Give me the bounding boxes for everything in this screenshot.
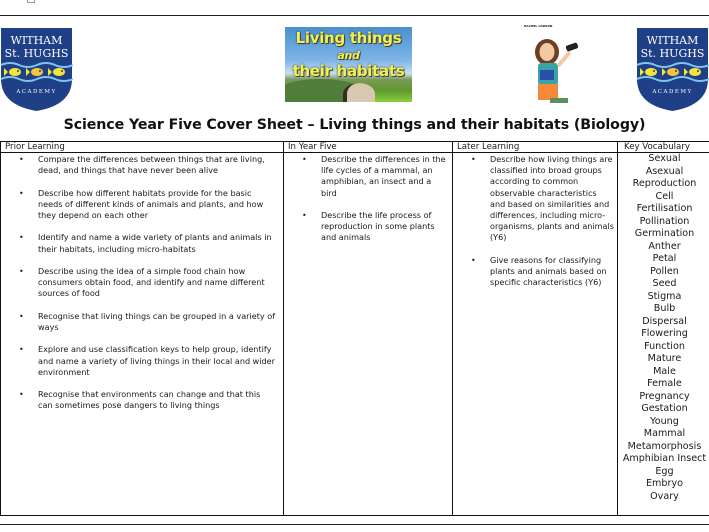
vocab-item: Fertilisation — [636, 203, 693, 214]
vocab-item: Flowering — [641, 328, 688, 339]
vocab-item: Function — [644, 340, 685, 352]
vocab-item: Seed — [652, 278, 677, 289]
logo-line2: St. HUGHS — [4, 47, 69, 60]
vocab-item: Cell — [655, 190, 674, 202]
key-vocabulary-list — [618, 153, 709, 503]
logo-line3: ACADEMY — [652, 89, 693, 95]
vocab-item: Sexual — [648, 153, 681, 164]
school-logo-right — [636, 27, 709, 111]
vocab-item: Pollen — [650, 265, 679, 277]
vocab-item: Amphibian Insect — [622, 453, 707, 464]
prior-learning-cell — [1, 153, 284, 516]
vocab-item: Mature — [647, 353, 682, 364]
logo-line1: WITHAM — [10, 34, 63, 47]
list-item: • Describe the life process of reproduction in some plants and animals — [321, 210, 449, 244]
page-corner-mark — [27, 0, 35, 3]
fish-icon — [640, 68, 701, 76]
vocab-item: Egg — [655, 465, 674, 477]
in-year-five-list — [284, 154, 452, 244]
vocab-item: Anther — [648, 240, 681, 252]
list-item: • Describe how living things are classified into broad groups according to common observable characteristics and based on similarities and differences, including micro-organisms, plants and animals (Y6) — [490, 154, 614, 244]
prior-learning-list — [1, 154, 283, 412]
header-prior-learning: Prior Learning — [1, 142, 284, 153]
vocab-item: Gestation — [641, 403, 688, 414]
fish-icon — [4, 68, 65, 76]
scientist-caption: RACHEL CARSON — [524, 24, 553, 28]
vocab-item: Mammal — [643, 428, 686, 439]
header-in-year-five: In Year Five — [284, 142, 453, 153]
school-logo-left — [0, 27, 73, 111]
vocab-item: Petal — [652, 253, 677, 264]
list-item: • Describe using the idea of a simple food chain how consumers obtain food, and identify and name different sources of food — [38, 266, 277, 300]
dog-illustration — [343, 83, 375, 102]
vocab-item: Young — [650, 415, 679, 427]
banner-line2: and — [337, 49, 360, 62]
topic-banner-image — [285, 27, 412, 102]
header-later-learning: Later Learning — [453, 142, 618, 153]
header-key-vocabulary: Key Vocabulary — [618, 142, 709, 153]
later-learning-list — [453, 154, 617, 288]
vocab-item: Pregnancy — [639, 390, 690, 402]
list-item: • Describe the differences in the life cycles of a mammal, an amphibian, an insect and a bird — [321, 154, 449, 199]
vocab-item: Stigma — [647, 290, 682, 302]
vocab-item: Bulb — [653, 303, 676, 314]
footer-divider — [0, 524, 709, 525]
vocab-item: Reproduction — [632, 178, 697, 189]
list-item: • Compare the differences between things that are living, dead, and things that have never been alive — [38, 154, 277, 176]
vocab-item: Embryo — [646, 478, 683, 489]
later-learning-cell — [453, 153, 618, 516]
vocab-item: Female — [647, 378, 682, 389]
cover-sheet-table — [0, 141, 709, 516]
list-item: • Explore and use classification keys to help group, identify and name a variety of living things in their local and wider environment — [38, 344, 277, 378]
vocab-item: Pollination — [639, 215, 690, 227]
in-year-five-cell — [284, 153, 453, 516]
list-item: • Give reasons for classifying plants and animals based on specific characteristics (Y6) — [490, 255, 614, 289]
vocab-item: Metamorphosis — [627, 440, 702, 452]
key-vocabulary-cell — [618, 153, 709, 516]
vocab-item: Ovary — [650, 490, 679, 502]
vocab-item: Germination — [634, 228, 695, 239]
list-item: • Describe how different habitats provide for the basic needs of different kinds of animals and plants, and how they depend on each other — [38, 188, 277, 222]
vocab-item: Asexual — [645, 165, 684, 177]
page-title: Science Year Five Cover Sheet – Living things and their habitats (Biology) — [63, 117, 646, 133]
vocab-item: Male — [653, 365, 676, 377]
vocab-item: Dispersal — [642, 315, 687, 327]
logo-line1: WITHAM — [646, 34, 699, 47]
logo-line2: St. HUGHS — [640, 47, 705, 60]
scientist-illustration — [520, 22, 590, 110]
logo-line3: ACADEMY — [16, 89, 57, 95]
list-item: • Identify and name a wide variety of plants and animals in their habitats, including micro-habitats — [38, 232, 277, 254]
list-item: • Recognise that environments can change and that this can sometimes pose dangers to living things — [38, 389, 277, 411]
banner-line1: Living things — [295, 29, 402, 47]
header-divider — [0, 15, 709, 16]
list-item: • Recognise that living things can be grouped in a variety of ways — [38, 311, 277, 333]
banner-line3: their habitats — [292, 62, 405, 80]
